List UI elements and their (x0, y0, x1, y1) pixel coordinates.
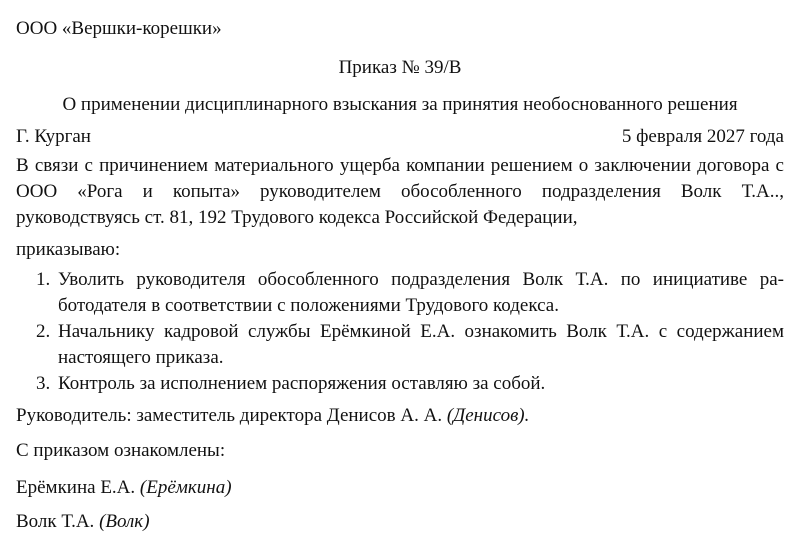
signer-row (16, 475, 784, 500)
order-text: Контроль за исполнением распоряжения оставляю за собой. (58, 373, 546, 394)
order-text: Уволить руководителя обособленного подразделения Волк Т.А. по инициативе работодателя в соответствии с положениями Трудового кодекса. (58, 269, 784, 316)
order-number: 2. (36, 321, 51, 342)
head-signature-sign: (Денисов). (446, 405, 530, 426)
signer-name: Волк Т.А. (16, 511, 95, 532)
orders-label: приказываю: (16, 239, 121, 260)
order-date: 5 февраля 2027 года (621, 126, 784, 147)
order-number: 1. (36, 269, 51, 290)
signer-sign: (Волк) (99, 511, 150, 532)
acknowledgement-label: С приказом ознакомлены: (16, 440, 226, 461)
head-signature-text: Руководитель: заместитель директора Денисов А. А. (16, 405, 443, 426)
company-name: ООО «Вершки-корешки» (16, 18, 222, 39)
orders-list (16, 267, 784, 397)
head-signature (16, 403, 784, 428)
signer-sign: (Ерёмкина) (139, 477, 232, 498)
order-item (16, 371, 784, 397)
order-text: Начальнику кадровой службы Ерёмкиной Е.А. ознакомить Волк Т.А. с содержанием настоящего приказа. (58, 321, 784, 368)
signer-row (16, 509, 784, 534)
order-title: Приказ № 39/В (338, 57, 462, 78)
order-item (16, 319, 784, 371)
signer-name: Ерёмкина Е.А. (16, 477, 136, 498)
order-subject: О применении дисциплинарного взыскания за принятия необоснованного решения (62, 94, 738, 115)
order-number: 3. (36, 373, 51, 394)
city: Г. Курган (16, 126, 91, 147)
place-date-row (16, 124, 784, 149)
preamble-paragraph: В связи с причинением материального ущерба компании решением о заключении договора с ООО «Рога и копыта» руководителем обособленного подразделения Волк Т.А.., руководствуясь ст. 81, 192 Трудового кодекса Российской Федерации, (16, 155, 784, 228)
order-item (16, 267, 784, 319)
